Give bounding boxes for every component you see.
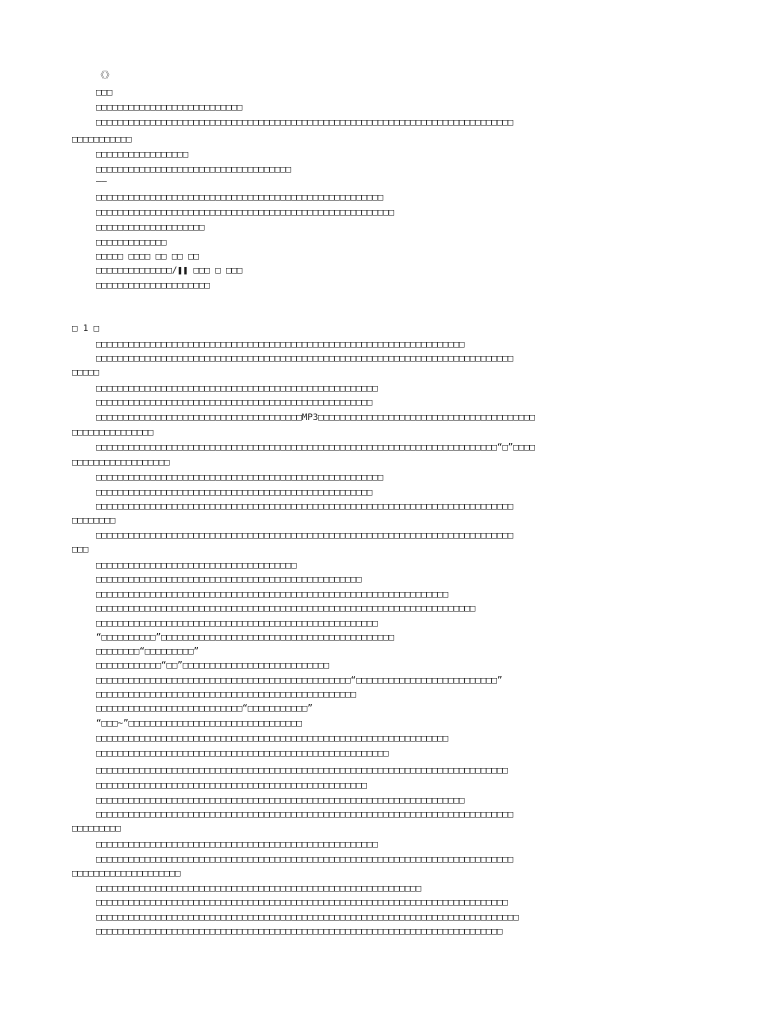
body-line: “□□□~”□□□□□□□□□□□□□□□□□□□□□□□□□□□□□□□□	[96, 719, 302, 729]
body-line: □□□□□□□□□□□□□□□□□□□□□□□□□□□□□□□□□□□□□□□□□□□□□□□“□□□□□□□□□□□□□□□□□□□□□□□□□□”	[96, 676, 503, 686]
body-line: □□□□□□□□□□□□□□□□□□□□	[72, 869, 181, 879]
body-line: □□□□□□□□□□□□□□□□□□□□□□□□□□□□□□□□□□□□□□□□□□□□□□□□□□□□□□□□□□□□□□□□□□□□□□□□□□“□”□□□□	[96, 443, 535, 453]
body-line: □□□□□□□□□□□□“□□”□□□□□□□□□□□□□□□□□□□□□□□□□□□	[96, 661, 329, 671]
body-line: □□□□□□□□□□□□□□□□□□□□□□□□□□□□□□□□□□□□□□□□□□□□□□□□□□□□	[96, 619, 378, 629]
body-line: □□□□□□□□□□□□□□□□□□□□□□□□□□□□□□□□□□□□□□□□□□□□□□□□□□□□□□□□□□□□□□□□□□□□□□□□□□□□□	[96, 354, 514, 364]
body-line: □□□□□□□□□□□□□□□□□□□□□□□□□□□□□□□□□□□□□□□□□□□□□□□□□□□□□□□□□□□□□□□□□□□□□□□□□□□□	[96, 766, 508, 776]
body-line: □□□□□□□□□□□□□□□□□□□□□□□□□□□□□□□□□□□□□□□□□□□□□□□□□□□□□	[96, 473, 384, 483]
header-line: □□□□□□□□□□□	[72, 135, 132, 145]
header-line: □□□□□□□□□□□□□□□□□□□□□	[96, 281, 210, 291]
body-line: □□□	[72, 545, 89, 555]
header-line: □□□□□□□□□□□□□□□□□□□□□□□□□□□□□□□□□□□□□□□□□□□□□□□□□□□□□□□□□□□□□□□□□□□□□□□□□□□□□	[96, 118, 514, 128]
body-line: □□□□□□□□□□□□□□□□□□□□□□□□□□□□□□□□□□□□□□□□□□□□□□□□□□□□□□□□□□□□□□□□□□□□	[96, 340, 465, 350]
body-line: □□□□□□□□□□□□□□□□□□□□□□□□□□□□□□□□□□□□□□□□□□□□□□□□□□□□□□	[96, 749, 389, 759]
chapter-heading: □ 1 □	[72, 324, 100, 334]
header-line: □□□□□ □□□□ □□ □□ □□	[96, 252, 199, 262]
body-line: □□□□□□□□□□□□□□□□□□□□□□□□□□□□□□□□□□□□□□□□□□□□□□□□□□□□	[96, 840, 378, 850]
header-line: □□□□□□□□□□□□□□/❚❚ □□□ □ □□□	[96, 266, 243, 276]
header-line: ——	[96, 177, 107, 187]
body-line: □□□□□□□□□□□□□□□□□□□□□□□□□□□□□□□□□□□□□□□□□□□□□□□□□□□	[96, 488, 373, 498]
header-line: □□□□□□□□□□□□□□□□□□□□	[96, 223, 205, 233]
body-line: □□□□□□□□□□□□□□□	[72, 428, 154, 438]
body-line: □□□□□□□□□□□□□□□□□□□□□□□□□□□□□□□□□□□□□□□□□□□□□□□□□	[96, 575, 362, 585]
body-line: □□□□□□□□□□□□□□□□□□□□□□□□□□□“□□□□□□□□□□□”	[96, 704, 313, 714]
body-line: □□□□□	[72, 368, 100, 378]
header-line: □□□□□□□□□□□□□	[96, 238, 167, 248]
body-line: □□□□□□□□□□□□□□□□□□□□□□□□□□□□□□□□□□□□□□□□□□□□□□□□□□□□□□□□□□□□	[96, 884, 422, 894]
body-line: □□□□□□□□□□□□□□□□□□	[72, 458, 170, 468]
body-line: □□□□□□□□	[72, 516, 116, 526]
header-line: 《》	[96, 71, 115, 81]
body-line: □□□□□□□□□□□□□□□□□□□□□□□□□□□□□□□□□□□□□□□□□□□□□□□□□□□□□□□□□□□□□□□□□□□□□□□□□□□□	[96, 898, 508, 908]
body-line: □□□□□□□□□	[72, 824, 121, 834]
body-line: □□□□□□□□□□□□□□□□□□□□□□□□□□□□□□□□□□□□□□□□□□□□□□□□	[96, 690, 357, 700]
header-line: □□□□□□□□□□□□□□□□□□□□□□□□□□□□□□□□□□□□□□□□□□□□□□□□□□□□□□□	[96, 208, 395, 218]
body-line: □□□□□□□□□□□□□□□□□□□□□□□□□□□□□□□□□□□□□□□□□□□□□□□□□□□□□□□□□□□□□□□□□□□□□□□□□□□	[96, 927, 503, 937]
body-line: □□□□□□□□□□□□□□□□□□□□□□□□□□□□□□□□□□□□□□□□□□□□□□□□□□□□□□□□□□□□□□□□□□□□□□□□□□□□□	[96, 502, 514, 512]
body-line: □□□□□□□□□□□□□□□□□□□□□□□□□□□□□□□□□□□□□□□□□□□□□□□□□□□□□□□□□□□□□□□□□□□□□□	[96, 604, 476, 614]
body-line: □□□□□□□□“□□□□□□□□□”	[96, 647, 199, 657]
body-line: □□□□□□□□□□□□□□□□□□□□□□□□□□□□□□□□□□□□□□□□□□□□□□□□□□	[96, 781, 367, 791]
body-line: □□□□□□□□□□□□□□□□□□□□□□□□□□□□□□□□□□□□□□□□□□□□□□□□□□□□□□□□□□□□□□□□□□□□□□□□□□□□□	[96, 855, 514, 865]
body-line: □□□□□□□□□□□□□□□□□□□□□□□□□□□□□□□□□□□□□□□□□□□□□□□□□□□	[96, 398, 373, 408]
header-line: □□□□□□□□□□□□□□□□□□□□□□□□□□□	[96, 103, 243, 113]
body-line: □□□□□□□□□□□□□□□□□□□□□□□□□□□□□□□□□□□□□□MP3□□□□□□□□□□□□□□□□□□□□□□□□□□□□□□□□□□□□□□□□	[96, 413, 535, 423]
body-line: □□□□□□□□□□□□□□□□□□□□□□□□□□□□□□□□□□□□□□□□□□□□□□□□□□□□□□□□□□□□□□□□□□□□□□□□□□□□□	[96, 531, 514, 541]
body-line: □□□□□□□□□□□□□□□□□□□□□□□□□□□□□□□□□□□□□□□□□□□□□□□□□□□□□□□□□□□□□□□□□	[96, 734, 449, 744]
body-line: □□□□□□□□□□□□□□□□□□□□□□□□□□□□□□□□□□□□□	[96, 561, 297, 571]
body-line: □□□□□□□□□□□□□□□□□□□□□□□□□□□□□□□□□□□□□□□□□□□□□□□□□□□□□□□□□□□□□□□□□□□□□□□□□□□□□□	[96, 913, 519, 923]
body-line: □□□□□□□□□□□□□□□□□□□□□□□□□□□□□□□□□□□□□□□□□□□□□□□□□□□□□□□□□□□□□□□□□□□□□□□□□□□□□	[96, 810, 514, 820]
body-line: □□□□□□□□□□□□□□□□□□□□□□□□□□□□□□□□□□□□□□□□□□□□□□□□□□□□□□□□□□□□□□□□□	[96, 590, 449, 600]
header-line: □□□□□□□□□□□□□□□□□□□□□□□□□□□□□□□□□□□□	[96, 165, 292, 175]
body-line: □□□□□□□□□□□□□□□□□□□□□□□□□□□□□□□□□□□□□□□□□□□□□□□□□□□□□□□□□□□□□□□□□□□□	[96, 796, 465, 806]
body-line: □□□□□□□□□□□□□□□□□□□□□□□□□□□□□□□□□□□□□□□□□□□□□□□□□□□□	[96, 384, 378, 394]
body-line: “□□□□□□□□□□”□□□□□□□□□□□□□□□□□□□□□□□□□□□□□□□□□□□□□□□□□□□	[96, 633, 395, 643]
header-line: □□□	[96, 88, 113, 98]
header-line: □□□□□□□□□□□□□□□□□	[96, 150, 189, 160]
header-line: □□□□□□□□□□□□□□□□□□□□□□□□□□□□□□□□□□□□□□□□□□□□□□□□□□□□□	[96, 193, 384, 203]
